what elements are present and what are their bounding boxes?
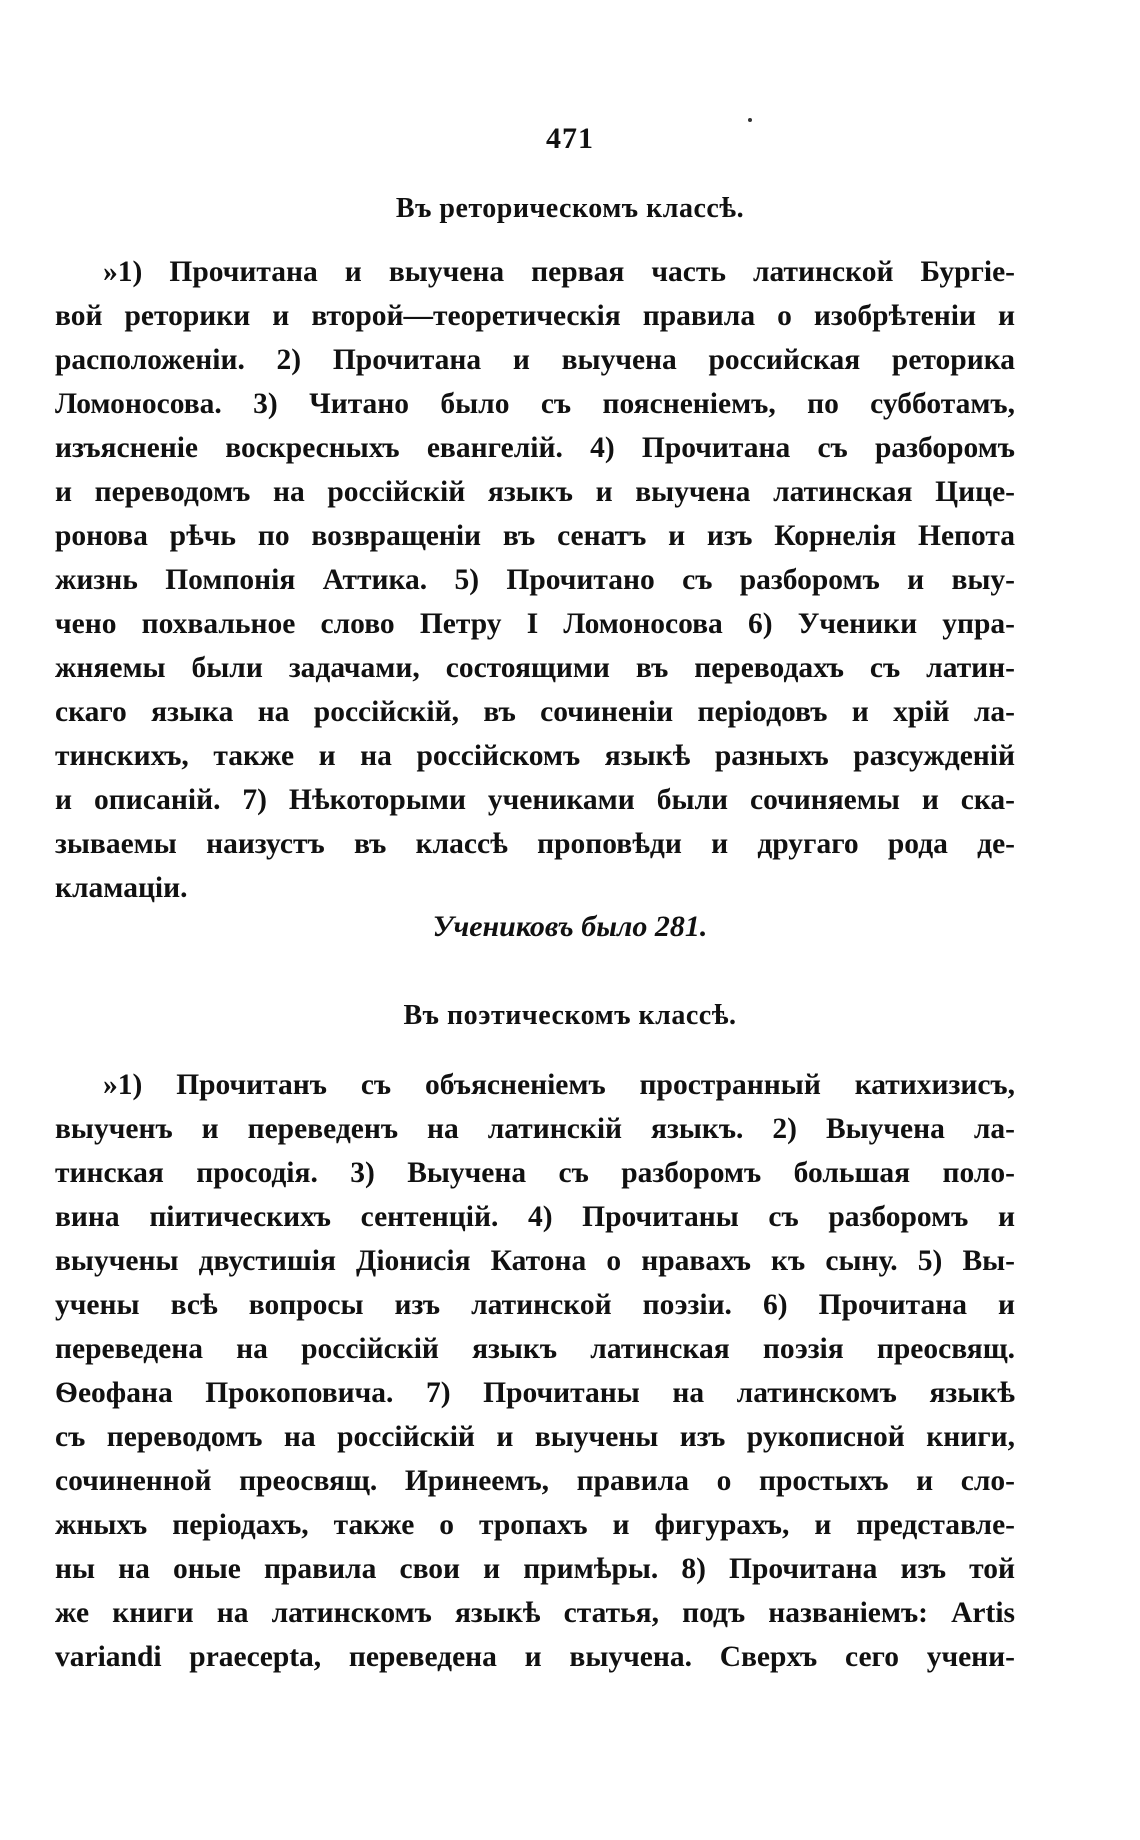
text-line: жизнь Помпонія Аттика. 5) Прочитано съ разборомъ и выу- bbox=[55, 564, 1015, 596]
text-line: скаго языка на россійскій, въ сочиненіи періодовъ и хрій ла- bbox=[55, 696, 1015, 728]
text-line: Ломоносова. 3) Читано было съ поясненіемъ, по субботамъ, bbox=[55, 388, 1015, 420]
text-line: сочиненной преосвящ. Иринеемъ, правила о простыхъ и сло- bbox=[55, 1465, 1015, 1497]
students-count: Учениковъ было 281. bbox=[432, 910, 708, 943]
text-line: тинская просодія. 3) Выучена съ разборомъ большая поло- bbox=[55, 1157, 1015, 1189]
text-line: жныхъ періодахъ, также о тропахъ и фигурахъ, и представле- bbox=[55, 1509, 1015, 1541]
text-line: »1) Прочитана и выучена первая часть латинской Бургіе- bbox=[103, 256, 1015, 288]
poetry-paragraph bbox=[55, 1063, 1015, 1679]
heading-text: Въ реторическомъ классѣ. bbox=[395, 193, 745, 224]
text-line: и переводомъ на россійскій языкъ и выучена латинская Цице- bbox=[55, 476, 1015, 508]
text-line: съ переводомъ на россійскій и выучены изъ рукописной книги, bbox=[55, 1421, 1015, 1453]
heading-text: Въ поэтическомъ классѣ. bbox=[403, 1000, 737, 1031]
text-line: ронова рѣчь по возвращеніи въ сенатъ и изъ Корнелія Непота bbox=[55, 520, 1015, 552]
text-line: вина піитическихъ сентенцій. 4) Прочитаны съ разборомъ и bbox=[55, 1201, 1015, 1233]
ink-speck bbox=[748, 118, 752, 122]
text-line: Ѳеофана Прокоповича. 7) Прочитаны на латинскомъ языкѣ bbox=[55, 1377, 1015, 1409]
text-line: тинскихъ, также и на россійскомъ языкѣ разныхъ разсужденій bbox=[55, 740, 1015, 772]
text-line: переведена на россійскій языкъ латинская поэзія преосвящ. bbox=[55, 1333, 1015, 1365]
section-heading-rhetoric bbox=[0, 193, 1140, 225]
text-line: »1) Прочитанъ съ объясненіемъ пространный катихизисъ, bbox=[103, 1069, 1015, 1101]
text-line: кламаціи. bbox=[55, 872, 188, 904]
text-line: зываемы наизустъ въ классѣ проповѣди и другаго рода де- bbox=[55, 828, 1015, 860]
text-line: вой реторики и второй—теоретическія правила о изобрѣтеніи и bbox=[55, 300, 1015, 332]
text-line: учены всѣ вопросы изъ латинской поэзіи. 6) Прочитана и bbox=[55, 1289, 1015, 1321]
rhetoric-paragraph bbox=[55, 250, 1015, 910]
section-heading-poetry bbox=[0, 1000, 1140, 1032]
text-line: же книги на латинскомъ языкѣ статья, подъ названіемъ: Artis bbox=[55, 1597, 1015, 1629]
text-line: выученъ и переведенъ на латинскій языкъ. 2) Выучена ла- bbox=[55, 1113, 1015, 1145]
text-line: выучены двустишія Діонисія Катона о нравахъ къ сыну. 5) Вы- bbox=[55, 1245, 1015, 1277]
text-line: изъясненіе воскресныхъ евангелій. 4) Прочитана съ разборомъ bbox=[55, 432, 1015, 464]
text-line: и описаній. 7) Нѣкоторыми учениками были сочиняемы и ска- bbox=[55, 784, 1015, 816]
text-line: чено похвальное слово Петру I Ломоносова 6) Ученики упра- bbox=[55, 608, 1015, 640]
text-line: расположеніи. 2) Прочитана и выучена российская реторика bbox=[55, 344, 1015, 376]
page-number: 471 bbox=[546, 122, 594, 155]
text-line: ны на оные правила свои и примѣры. 8) Прочитана изъ той bbox=[55, 1553, 1015, 1585]
text-line: variandi praecepta, переведена и выучена. Сверхъ сего учени- bbox=[55, 1641, 1015, 1673]
text-line: жняемы были задачами, состоящими въ переводахъ съ латин- bbox=[55, 652, 1015, 684]
